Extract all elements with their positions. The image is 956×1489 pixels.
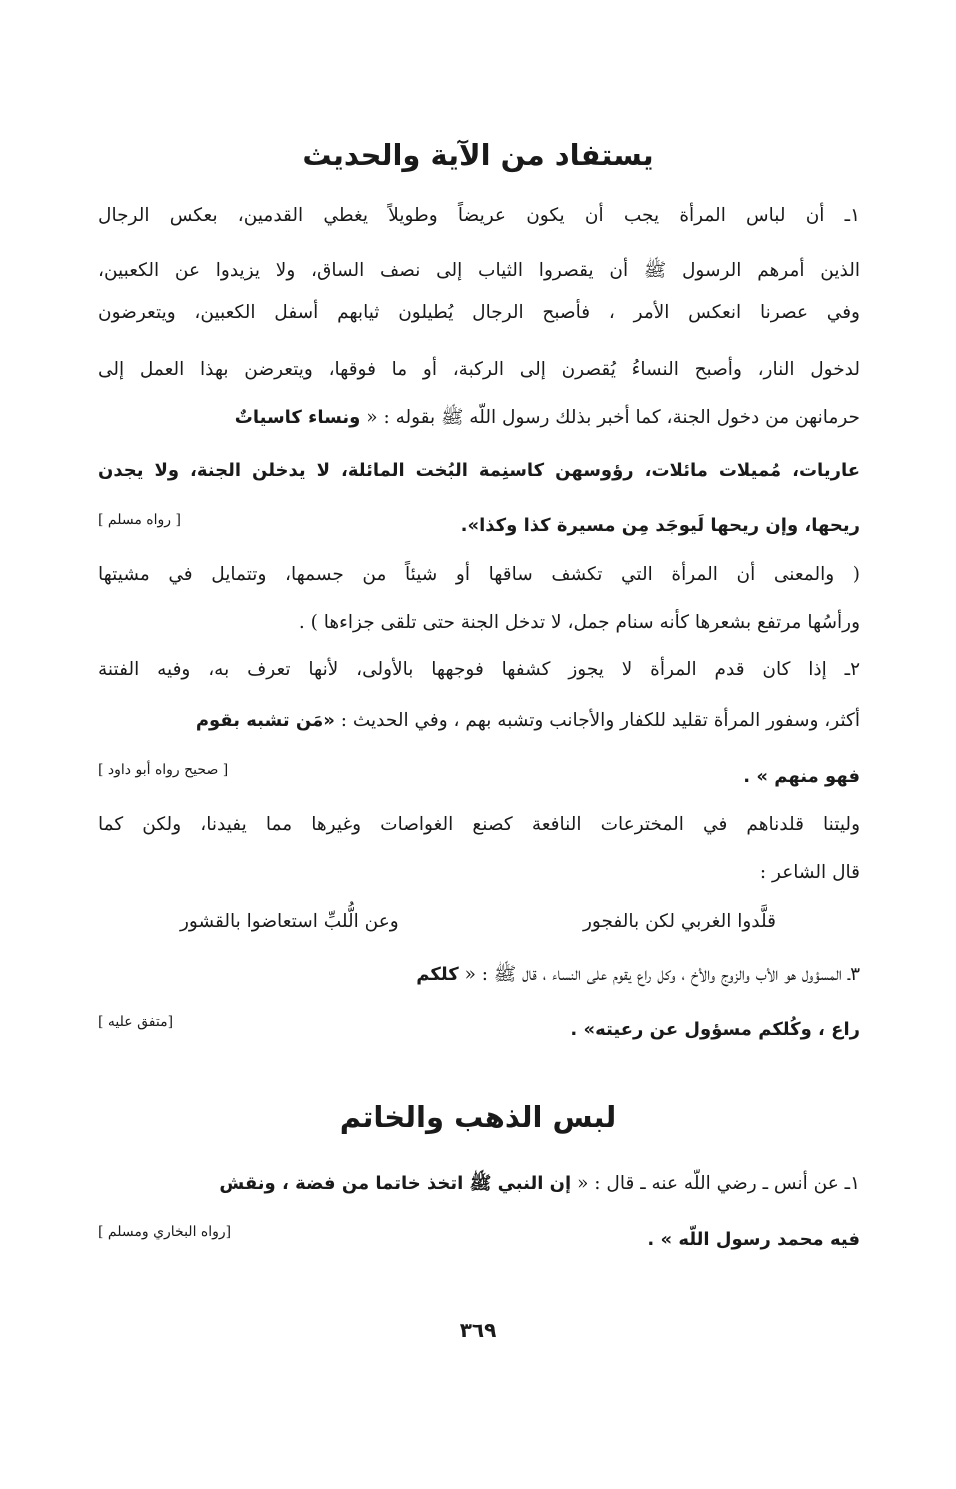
- hadith-line: عاريات، مُميلات مائلات، رؤوسهن كاسنِمة البُخت المائلة، لا يدخلن الجنة، ولا يجدن: [98, 460, 860, 481]
- paragraph-line: [98, 960, 860, 990]
- hadith-text: «مَن تشبه بقوم: [195, 710, 335, 731]
- paragraph-line: [98, 1169, 860, 1199]
- verse-first-hemistich: قلَّدوا الغربي لكن بالفجور: [582, 911, 776, 932]
- text-normal: ٣ـ المسؤول هو الأب والزوج والأخ ، وكل راع يقوم على النساء ، قال ﷺ : «: [458, 964, 860, 985]
- hadith-text: كلكم: [416, 964, 459, 985]
- paragraph-line: ١ـ أن لباس المرأة يجب أن يكون عريضاً وطويلاً يغطي القدمين، بعكس الرجال: [98, 205, 860, 226]
- paragraph-line: ( والمعنى أن المرأة التي تكشف ساقها أو شيئاً من جسمها، وتتمايل في مشيتها: [98, 564, 860, 585]
- paragraph-line: وفي عصرنا انعكس الأمر ، فأصبح الرجال يُطيلون ثيابهم أسفل الكعبين، ويتعرضون: [98, 302, 860, 323]
- page-number: ٣٦٩: [459, 1318, 497, 1342]
- paragraph-line: [98, 706, 860, 736]
- paragraph-line: قال الشاعر :: [759, 862, 860, 883]
- section-title: لبس الذهب والخاتم: [339, 1100, 617, 1134]
- paragraph-line: الذين أمرهم الرسول ﷺ أن يقصروا الثياب إلى نصف الساق، ولا يزيدوا عن الكعبين،: [98, 260, 860, 281]
- paragraph-line: ٢ـ إذا كان قدم المرأة لا يجوز كشفها فوجهها بالأولى، لأنها تعرف به، وفيه الفتنة: [98, 659, 860, 680]
- section-title: يستفاد من الآية والحديث: [302, 138, 654, 172]
- paragraph-line: [98, 403, 860, 433]
- hadith-line: راع ، وكُلكم مسؤول عن رعيته» .: [570, 1019, 860, 1040]
- verse-second-hemistich: وعن الُّلبِّ استعاضوا بالقشور: [180, 911, 399, 932]
- hadith-text: إن النبي ﷺ اتخذ خاتما من فضة ، ونقش: [219, 1173, 572, 1194]
- hadith-line: فيه محمد رسول اللّه » .: [647, 1229, 860, 1250]
- text-normal: أكثر، وسفور المرأة تقليد للكفار والأجانب وتشبه بهم ، وفي الحديث :: [334, 710, 860, 731]
- hadith-line: فهو منهم » .: [743, 766, 860, 787]
- source-citation: [ صحيح رواه أبو داود ]: [98, 762, 229, 778]
- text-normal: حرمانهن من دخول الجنة، كما أخبر بذلك رسول اللّه ﷺ بقوله : «: [360, 407, 860, 428]
- paragraph-line: وليتنا قلدناهم في المخترعات النافعة كصنع الغواصات وغيرها مما يفيدنا، ولكن كما: [98, 814, 860, 835]
- hadith-line: ريحها، وإن ريحها لَيوجَد مِن مسيرة كذا وكذا».: [460, 515, 860, 536]
- source-citation: [رواه البخاري ومسلم ]: [98, 1224, 232, 1240]
- poetry-verse: [180, 907, 776, 937]
- hadith-text: ونساء كاسياتٌ: [234, 407, 361, 428]
- text-normal: ١ـ عن أنس ـ رضي اللّه عنه ـ قال : «: [571, 1173, 860, 1194]
- source-citation: [متفق عليه ]: [98, 1014, 174, 1030]
- source-citation: [ رواه مسلم ]: [98, 512, 181, 528]
- paragraph-line: ورأسُها مرتفع بشعرها كأنه سنام جمل، لا تدخل الجنة حتى تلقى جزاءها ) .: [298, 612, 860, 633]
- paragraph-line: لدخول النار، وأصبح النساءُ يُقصرن إلى الركبة، أو ما فوقها، ويتعرضن بهذا العمل إلى: [98, 359, 860, 380]
